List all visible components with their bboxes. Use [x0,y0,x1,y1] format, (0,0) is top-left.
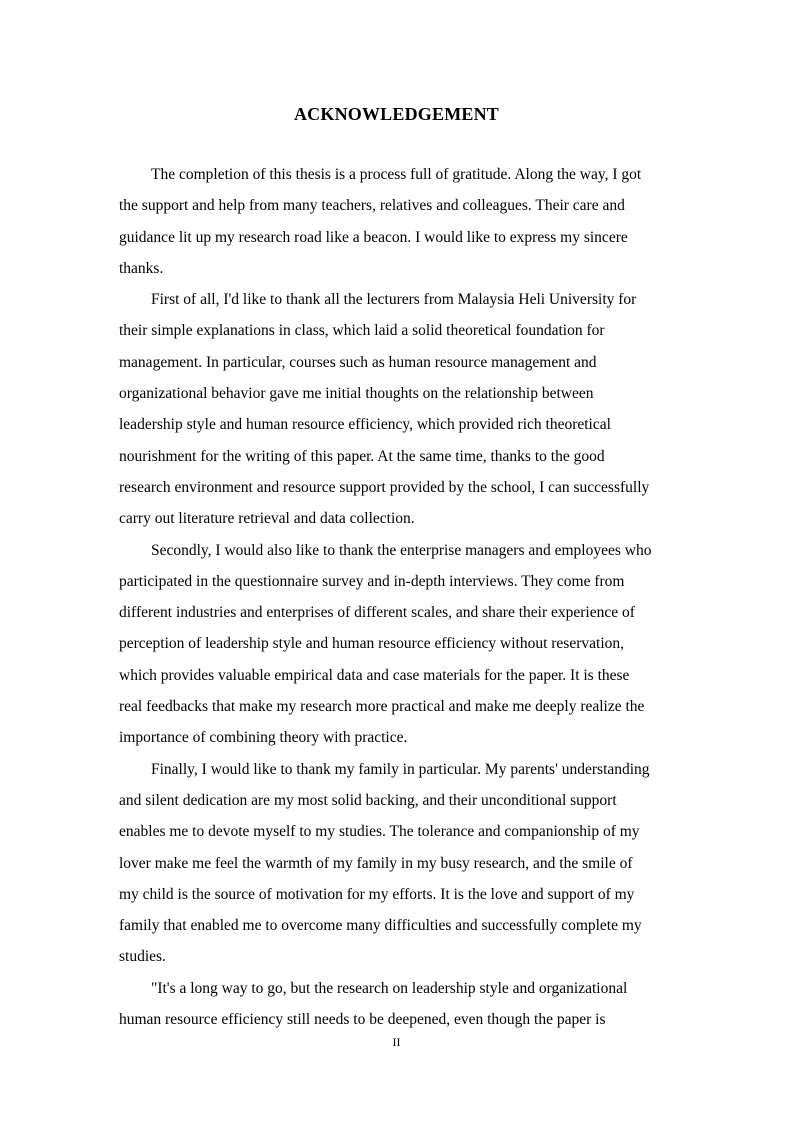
page-number: II [392,1035,401,1049]
text-line: nourishment for the writing of this paper. At the same time, thanks to the good [119,447,605,465]
paragraph-first-line: Finally, I would like to thank my family in particular. My parents' understanding [151,760,650,778]
text-line: carry out literature retrieval and data collection. [119,510,415,528]
text-line: thanks. [119,259,164,277]
page-title: ACKNOWLEDGEMENT [293,104,500,124]
text-line: their simple explanations in class, which laid a solid theoretical foundation for [119,322,605,340]
text-line: participated in the questionnaire survey and in-depth interviews. They come from [119,572,625,590]
text-line: family that enabled me to overcome many difficulties and successfully complete my [119,917,642,935]
paragraph-first-line: First of all, I'd like to thank all the lecturers from Malaysia Heli University for [151,291,637,309]
text-line: different industries and enterprises of different scales, and share their experience of [119,604,635,622]
text-line: which provides valuable empirical data and case materials for the paper. It is these [119,666,630,684]
text-line: perception of leadership style and human resource efficiency without reservation, [119,635,624,653]
paragraph-first-line: "It's a long way to go, but the research on leadership style and organizational [151,979,628,997]
acknowledgement-body [119,159,675,1035]
paragraph-first-line: The completion of this thesis is a process full of gratitude. Along the way, I got [151,166,642,183]
text-line: organizational behavior gave me initial thoughts on the relationship between [119,385,594,403]
text-line: enables me to devote myself to my studies. The tolerance and companionship of my [119,823,640,841]
text-line: importance of combining theory with practice. [119,729,408,747]
text-line: leadership style and human resource efficiency, which provided rich theoretical [119,416,611,434]
text-line: guidance lit up my research road like a beacon. I would like to express my sincere [119,228,628,246]
text-line: lover make me feel the warmth of my family in my busy research, and the smile of [119,854,633,872]
text-line: research environment and resource support provided by the school, I can successfully [119,478,650,496]
paragraph-first-line: Secondly, I would also like to thank the enterprise managers and employees who [151,541,652,559]
text-line: and silent dedication are my most solid backing, and their unconditional support [119,791,617,809]
text-line: management. In particular, courses such as human resource management and [119,353,597,371]
text-line: the support and help from many teachers, relatives and colleagues. Their care and [119,197,625,215]
text-line: human resource efficiency still needs to be deepened, even though the paper is [119,1011,606,1029]
text-line: my child is the source of motivation for my efforts. It is the love and support of my [119,885,635,903]
text-line: studies. [119,948,166,966]
text-line: real feedbacks that make my research more practical and make me deeply realize the [119,698,645,716]
